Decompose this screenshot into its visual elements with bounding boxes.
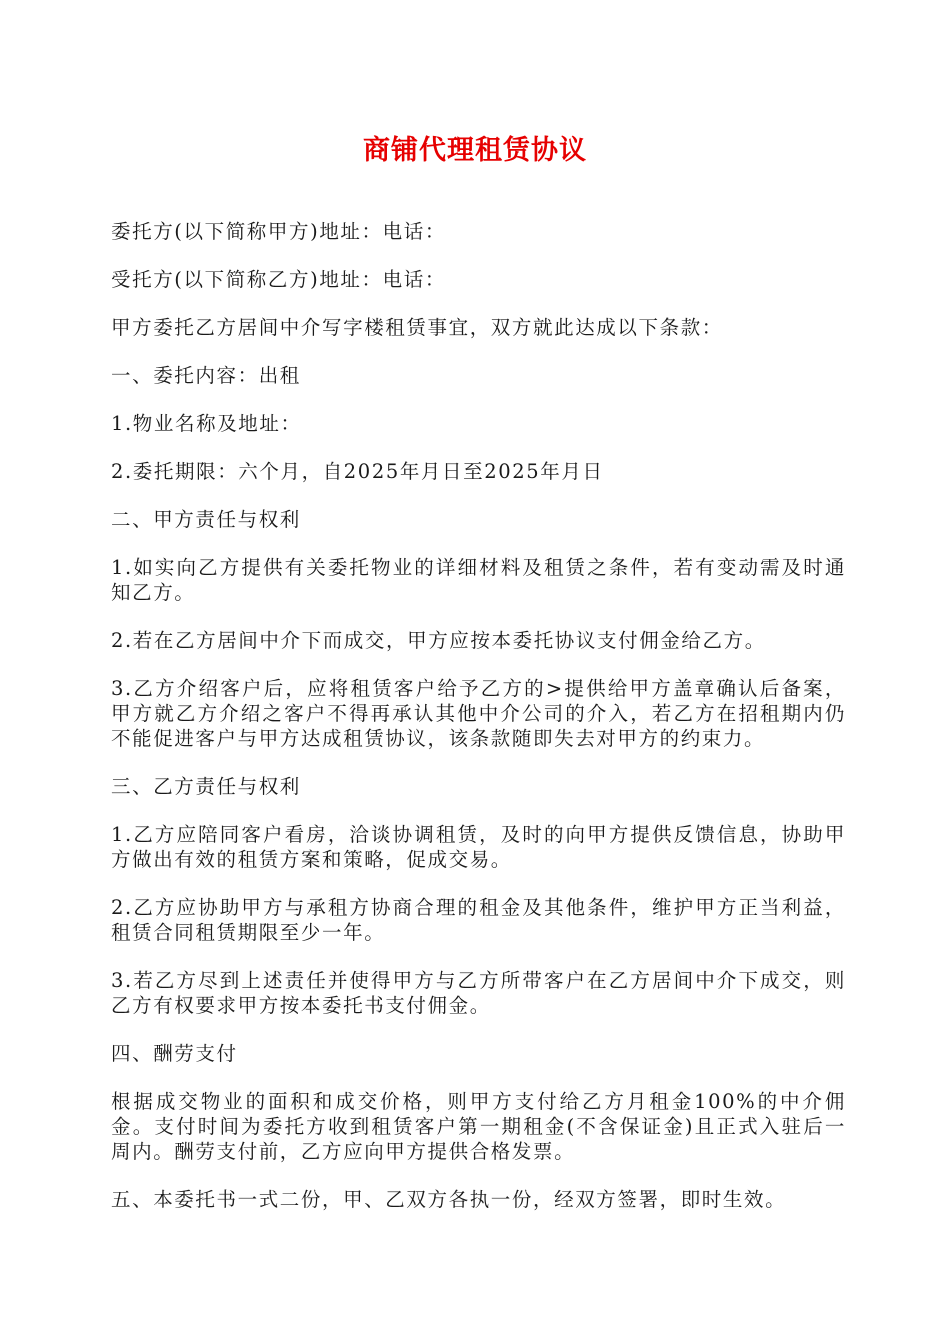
section-heading-1: 一、委托内容：出租 [111,364,301,387]
section-heading-2: 二、甲方责任与权利 [111,508,301,531]
clause-2-1: 1.如实向乙方提供有关委托物业的详细材料及租赁之条件，若有变动需及时通知乙方。 [111,556,846,604]
clause-1-2: 2.委托期限：六个月，自2025年月日至2025年月日 [111,460,604,483]
clause-1-1: 1.物业名称及地址： [111,412,302,435]
section-heading-5: 五、本委托书一式二份，甲、乙双方各执一份，经双方签署，即时生效。 [111,1188,787,1211]
clause-2-2: 2.若在乙方居间中介下而成交，甲方应按本委托协议支付佣金给乙方。 [111,629,766,652]
section-heading-3: 三、乙方责任与权利 [111,775,301,798]
document-body [111,219,846,1235]
clause-3-2: 2.乙方应协助甲方与承租方协商合理的租金及其他条件，维护甲方正当利益，租赁合同租赁期限至少一年。 [111,896,846,944]
paragraph-agent-info: 受托方(以下简称乙方)地址：电话： [111,268,446,291]
clause-3-1: 1.乙方应陪同客户看房，洽谈协调租赁，及时的向甲方提供反馈信息，协助甲方做出有效的租赁方案和策略，促成交易。 [111,823,846,871]
section-heading-4: 四、酬劳支付 [111,1042,238,1065]
paragraph-client-info: 委托方(以下简称甲方)地址：电话： [111,220,446,243]
clause-4-payment: 根据成交物业的面积和成交价格，则甲方支付给乙方月租金100%的中介佣金。支付时间为委托方收到租赁客户第一期租金(不含保证金)且正式入驻后一周内。酬劳支付前，乙方应向甲方提供合格发票。 [111,1090,846,1163]
paragraph-intro: 甲方委托乙方居间中介写字楼租赁事宜，双方就此达成以下条款： [111,316,723,339]
clause-2-3: 3.乙方介绍客户后，应将租赁客户给予乙方的>提供给甲方盖章确认后备案，甲方就乙方介绍之客户不得再承认其他中介公司的介入，若乙方在招租期内仍不能促进客户与甲方达成租赁协议，该条款随即失去对甲方的约束力。 [111,677,846,750]
document-title: 商铺代理租赁协议 [363,135,587,166]
clause-3-3: 3.若乙方尽到上述责任并使得甲方与乙方所带客户在乙方居间中介下成交，则乙方有权要求甲方按本委托书支付佣金。 [111,969,846,1017]
